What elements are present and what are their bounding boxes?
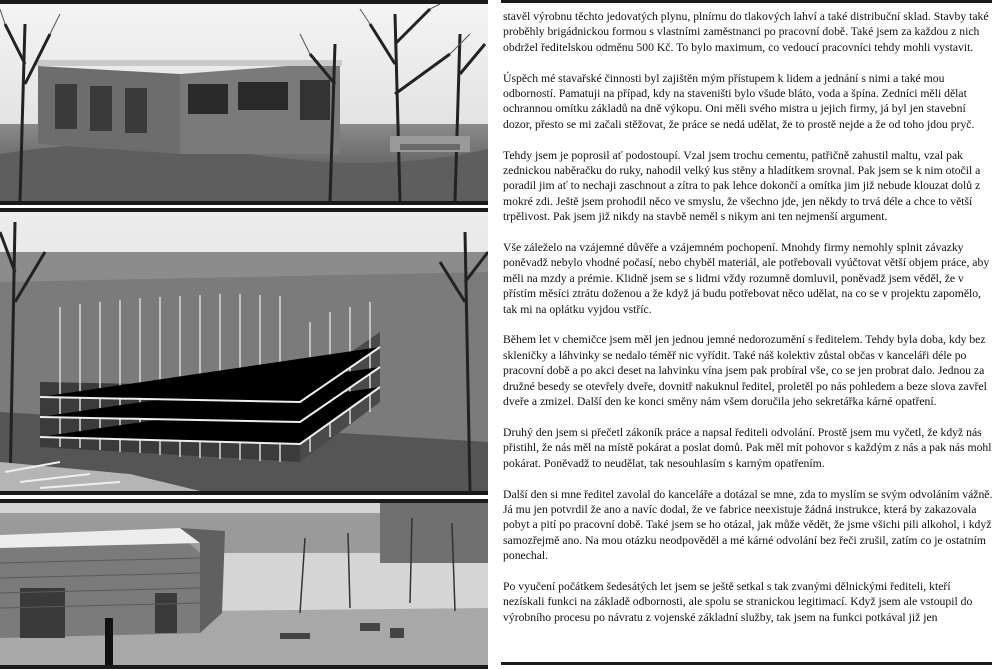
photo-2-image bbox=[0, 212, 488, 491]
paragraph: Druhý den jsem si přečetl zákoník práce a napsal řediteli odvolání. Prostě jsem mu vyčetl, že když nás přistihl, že nás měl na místě pokárat a poslat domů. Pak měl mít pohovor s každým z nás a pak nás mohl pokárat. Poněvadž to neudělat, tak nesouhlasím s karným opatřením. bbox=[503, 425, 992, 470]
paragraph: Další den si mne ředitel zavolal do kanceláře a dotázal se mne, zda to myslím se svým odvoláním vážně. Já mu jen potvrdil že ano a navíc dodal, že ve fabrice neexistuje žádná instrukce, která by zakazovala pobyt a pití po pracovní době. Také jsem se ho otázal, jak může vědět, že jsme všichi pili alkohol, i když samozřejmě ano. Na mou otázku neodpověděl a mé kárné odvolání bez řeči zrušil, zatím co je ostatním ponechal. bbox=[503, 487, 993, 563]
photo-1-image bbox=[0, 4, 488, 201]
photo-3-image bbox=[0, 503, 488, 665]
paragraph: Tehdy jsem je poprosil ať podostoupí. Vzal jsem trochu cementu, patřičně zahustil maltu, vzal pak zednickou naběračku do ruky, nahodil velký kus stěny a hladítkem srovnal. Pak jsem se k nim otočil a poradil jim ať to nechaji zaschnout a zítra to pak lehce dokončí a omítka jim již nebude klouzat dolů z mokré zdi. Ještě jsem prohodil něco ve smyslu, že všechno jde, jen někdy to trvá déle a chce to větší trpělivost. Pak jsem již nikdy na stavbě neměl s nikym ani ten nejmenší argument. bbox=[503, 148, 981, 224]
photo-hall-buildings-winter bbox=[0, 499, 488, 669]
paragraph: stavěl výrobnu těchto jedovatých plynu, plnírnu do tlakových lahví a také distribuční sklad. Stavby také proběhly brigádnickou formou s vlastními zaměstnanci po pracovní době. Také jsem za každou z nich obdržel ředitelskou odměnu 500 Kč. To bylo maximum, co vedoucí pracovníci tehdy mohli vystavit. bbox=[503, 10, 989, 54]
paragraph: Úspěch mé stavařské činnosti byl zajištěn mým přístupem k lidem a jednání s nimi a také mou odborností. Pamatuji na případ, kdy na staveništi bylo všude bláto, voda a špína. Zedníci měli dělat ochrannou omítku základů na dně výkopu. Oni měli svého mistra u jejich firmy, já byl jen stavební dozor, přesto se mi začali stěžovat, že práce se nedá udělat, že to prostě nejde a že od toho jdou pryč. bbox=[503, 71, 975, 131]
photo-brick-building-construction bbox=[0, 0, 488, 205]
article-text bbox=[503, 9, 994, 659]
top-rule bbox=[501, 0, 992, 3]
bottom-rule bbox=[501, 662, 992, 665]
photo-formwork-scaffolding bbox=[0, 208, 488, 495]
paragraph: Po vyučení počátkem šedesátých let jsem se ještě setkal s tak zvanými dělnickými řediteli, kteří nezískali funkci na základě odbornosti, ale spolu se stranickou legitimací. Když jsem ale vstoupil do výrobního procesu po návratu z vojenské základní služby, tak jsem na funkci potkával již jen bbox=[503, 579, 973, 624]
paragraph: Během let v chemičce jsem měl jen jednou jemné nedorozumění s ředitelem. Tehdy byla doba, kdy bez skleničky a láhvinky se nedalo téměř nic vyřídit. Také náš kolektiv zůstal občas v kanceláři déle po pracovní době a po akci deset na lahvinku vína jsem pak probíral vše, co se jen probrat dalo. Jednou za družné besedy se otevřely dveře, dovnitř nakuknul ředitel, proletěl po nás pohledem a beze slova zavřel dveře a zmizel. Další den ke konci směny nám všem doručila jeho sekretářka kárné opatření. bbox=[503, 333, 987, 409]
photo-column bbox=[0, 0, 490, 669]
paragraph: Vše záleželo na vzájemné důvěře a vzájemném pochopení. Mnohdy firmy nemohly splnit závazky poněvadž nebylo vhodné počasí, nebo chyběl materiál, ale potřebovali vyúčtovat větší objem práce, aby měli na mzdy a prémie. Klidně jsem se s lidmi vždy rozumně domluvil, poněvadž jsem věděl, že v přístím měsíci ztrátu doženou a že když já budu potřebovat něco udělat, na co se v projektu zapomělo, tak mi na oplátku vyjdou vstříc. bbox=[503, 241, 990, 316]
